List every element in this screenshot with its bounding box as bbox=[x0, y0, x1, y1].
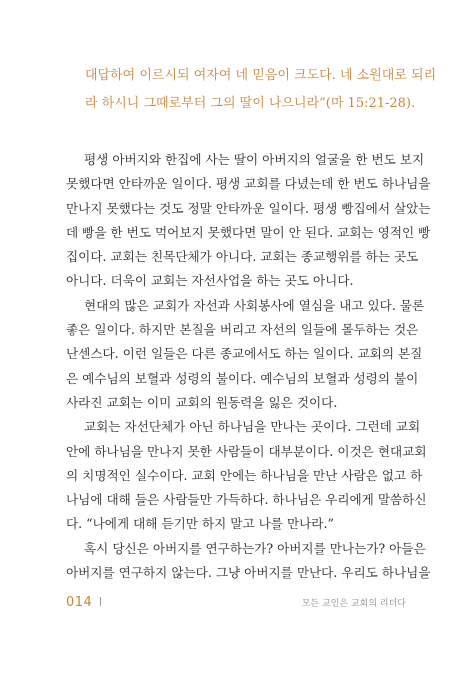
body-line: 집이다. 교회는 친목단체가 아니다. 교회는 종교행위를 하는 곳도 bbox=[66, 249, 419, 265]
body-line: 못했다면 안타까운 일이다. 평생 교회를 다녔는데 한 번도 하나님을 bbox=[66, 176, 431, 192]
body-line: 혹시 당신은 아버지를 연구하는가? 아버지를 만나는가? 아들은 bbox=[84, 540, 426, 556]
body-line: 만나지 못했다는 것도 정말 안타까운 일이다. 평생 빵집에서 살았는 bbox=[66, 200, 431, 216]
body-line: 교회는 자선단체가 아닌 하나님을 만나는 곳이다. 그런데 교회 bbox=[84, 419, 421, 435]
body-line: 의 치명적인 실수이다. 교회 안에는 하나님을 만난 사람은 없고 하 bbox=[66, 467, 423, 483]
page-number: 014 bbox=[66, 595, 93, 610]
page-number-divider bbox=[100, 597, 101, 606]
body-line: 다. “나에게 대해 듣기만 하지 말고 나를 만나라.” bbox=[66, 516, 334, 532]
body-line: 평생 아버지와 한집에 사는 딸이 아버지의 얼굴을 한 번도 보지 bbox=[84, 152, 425, 167]
body-line: 난센스다. 이런 일들은 다른 종교에서도 하는 일이다. 교회의 본질 bbox=[66, 346, 423, 362]
body-line: 사라진 교회는 이미 교회의 원동력을 잃은 것이다. bbox=[66, 394, 338, 410]
body-line: 좋은 일이다. 하지만 본질을 버리고 자선의 일들에 몰두하는 것은 bbox=[66, 322, 419, 338]
body-line: 현대의 많은 교회가 자선과 사회봉사에 열심을 내고 있다. 물론 bbox=[84, 297, 425, 313]
body-line: 은 예수님의 보혈과 성령의 불이다. 예수님의 보혈과 성령의 불이 bbox=[66, 370, 419, 386]
body-line: 아니다. 더욱이 교회는 자선사업을 하는 곳도 아니다. bbox=[66, 273, 354, 289]
quote-line: 라 하시니 그때로부터 그의 딸이 나으니라”(마 15:21-28). bbox=[85, 96, 416, 111]
body-line: 나님에 대해 들은 사람들만 가득하다. 하나님은 우리에게 말씀하신 bbox=[66, 492, 427, 508]
body-line: 아버지를 연구하지 않는다. 그냥 아버지를 만난다. 우리도 하나님을 bbox=[66, 565, 431, 581]
quote-line: 대답하여 이르시되 여자여 네 믿음이 크도다. 네 소원대로 되리 bbox=[85, 68, 437, 83]
body-line: 데 빵을 한 번도 먹어보지 못했다면 말이 안 된다. 교회는 영적인 빵 bbox=[66, 224, 431, 240]
body-text bbox=[66, 148, 431, 585]
body-line: 안에 하나님을 만나지 못한 사람들이 대부분이다. 이것은 현대교회 bbox=[66, 443, 427, 459]
running-footer-title: 모든 교인은 교회의 리더다 bbox=[301, 599, 406, 609]
scripture-quote bbox=[85, 62, 437, 118]
